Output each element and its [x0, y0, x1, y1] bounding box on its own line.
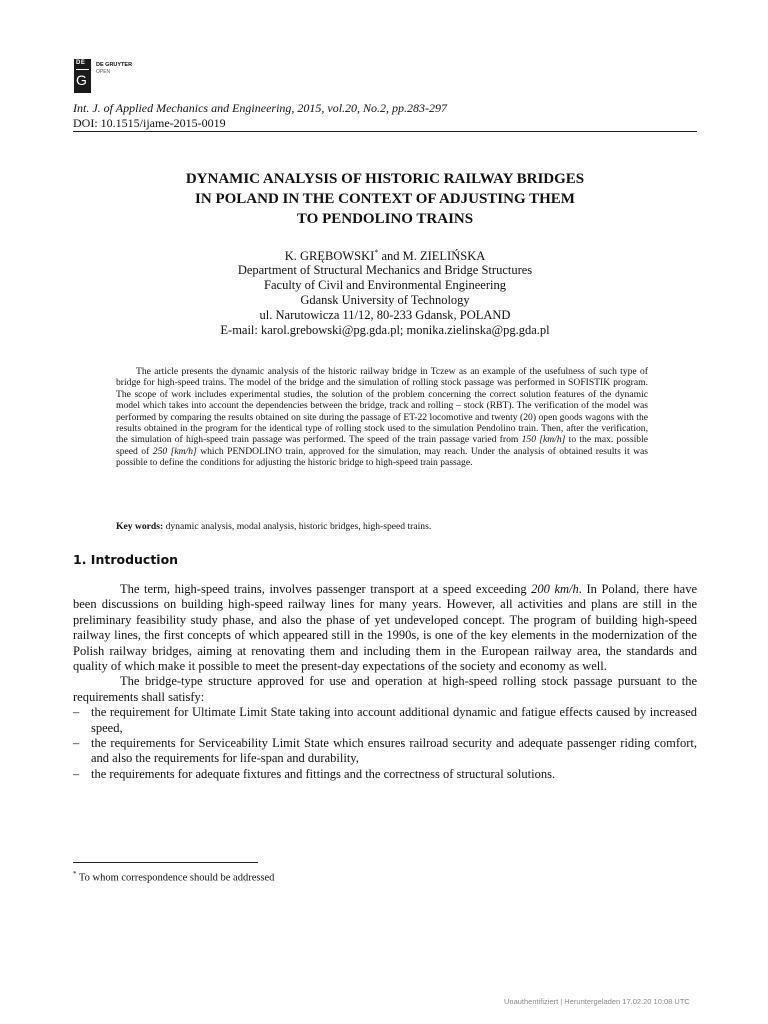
abstract-text-3: which PENDOLINO train, approved for the simulation, may reach. Under the analysis of obtained results it was possible to define the conditions for adjusting the historic bridge to high-speed train passage. — [116, 445, 648, 469]
section-heading-introduction: 1. Introduction — [73, 552, 179, 567]
list-item — [73, 767, 697, 782]
affiliation-email[interactable]: E-mail: karol.grebowski@pg.gda.pl; monika.zielinska@pg.gda.pl — [220, 323, 550, 337]
author-1: K. GRĘBOWSKI — [284, 249, 375, 264]
affiliation — [73, 263, 697, 338]
publisher-sub: OPEN — [96, 69, 111, 75]
author-2: and M. ZIELIŃSKA — [378, 249, 486, 264]
abstract-unit-1: [km/h] — [539, 434, 566, 446]
paragraph-1 — [73, 582, 697, 674]
download-note: Unauthentifiziert | Heruntergeladen 17.02.20 10:08 UTC — [504, 997, 690, 1006]
list-dash: – — [73, 705, 80, 720]
footnote-text: To whom correspondence should be addressed — [76, 872, 275, 884]
paragraph-1-speed: 200 km/h — [531, 582, 579, 596]
title-line-3: TO PENDOLINO TRAINS — [296, 211, 474, 227]
list-item — [73, 736, 697, 767]
logo-letter: G — [76, 72, 87, 88]
affiliation-address: ul. Narutowicza 11/12, 80-233 Gdansk, POLAND — [259, 308, 511, 322]
list-item-text: the requirement for Ultimate Limit State taking into account additional dynamic and fatigue effects caused by increased speed, — [91, 705, 697, 735]
abstract-speed-max: 250 — [152, 445, 168, 457]
affiliation-dept: Department of Structural Mechanics and Bridge Structures — [237, 263, 533, 277]
correspondence-marker: * — [374, 248, 379, 257]
footnote — [73, 870, 274, 884]
publisher-logo — [74, 59, 91, 93]
abstract-speed-min: 150 — [521, 434, 536, 446]
list-item — [73, 705, 697, 736]
footnote-rule — [73, 862, 258, 863]
paragraph-2: The bridge-type structure approved for use and operation at high-speed rolling stock passage pursuant to the requirements shall satisfy: — [73, 674, 697, 704]
title-line-1: DYNAMIC ANALYSIS OF HISTORIC RAILWAY BRIDGES — [185, 171, 585, 187]
affiliation-university: Gdansk University of Technology — [300, 293, 470, 307]
list-dash: – — [73, 736, 80, 751]
list-dash: – — [73, 766, 80, 781]
abstract — [116, 366, 648, 469]
introduction-body — [73, 582, 697, 782]
keywords-text: dynamic analysis, modal analysis, historic bridges, high-speed trains. — [163, 521, 432, 532]
paragraph-1-text-a: The term, high-speed trains, involves passenger transport at a speed exceeding — [120, 582, 532, 596]
logo-divider — [76, 69, 89, 70]
title-line-2: IN POLAND IN THE CONTEXT OF ADJUSTING THEM — [195, 191, 575, 207]
header-rule — [73, 131, 697, 132]
abstract-unit-2: [km/h] — [170, 445, 197, 457]
requirements-list — [73, 705, 697, 782]
publisher-name: DE GRUYTER — [96, 62, 133, 68]
abstract-text-1: The article presents the dynamic analysis of the historic railway bridge in Tczew as an example of the usefulness of such type of bridge for high-speed trains. The model of the bridge and the simulation of rolling stock passage was performed in SOFISTIK program. The scope of work includes experimental studies, the solution of the problem concerning the correct solution features of the dynamic model which takes into account the dependencies between the bridge, track and rolling – stock (RBT). The verification of the model was performed by comparing the results obtained on site during the passage of ET-22 locomotive and twenty (20) open goods wagons with the results obtained in the program for the identical type of rolling stock used to the simulation Pendolino train. Then, after the verification, the simulation of high-speed train passage was performed. The speed of the train passage varied from — [116, 366, 648, 446]
abstract-text-2: to the max. possible speed of — [116, 434, 649, 457]
affiliation-faculty: Faculty of Civil and Environmental Engineering — [264, 278, 506, 292]
doi-link[interactable]: DOI: 10.1515/ijame-2015-0019 — [73, 116, 226, 130]
list-item-text: the requirements for adequate fixtures and fittings and the correctness of structural solutions. — [91, 766, 556, 781]
list-item-text: the requirements for Serviceability Limit State which ensures railroad security and adequate passenger riding comfort, and also the requirements for life-span and durability, — [91, 736, 697, 766]
footnote-marker: * — [73, 870, 77, 878]
keywords — [116, 521, 648, 532]
paragraph-1-text-b: . In Poland, there have been discussions on building high-speed railway lines for many years. However, all activities and plans are still in the preliminary feasibility study phase, and also the phase of yet undeveloped concept. The program of building high-speed railway lines, the first concepts of which appeared still in the 1990s, is one of the key elements in the modernization of the Polish railway bridges, aiming at renovating them and including them in the European railway area, the standards and quality of which make it possible to meet the present-day expectations of the society and economy as well. — [73, 582, 698, 674]
keywords-label: Key words: — [116, 521, 164, 532]
logo-text-top: DE — [76, 60, 86, 66]
authors — [73, 245, 697, 264]
paper-title — [73, 169, 697, 229]
journal-citation: Int. J. of Applied Mechanics and Engineering, 2015, vol.20, No.2, pp.283-297 — [73, 101, 448, 115]
